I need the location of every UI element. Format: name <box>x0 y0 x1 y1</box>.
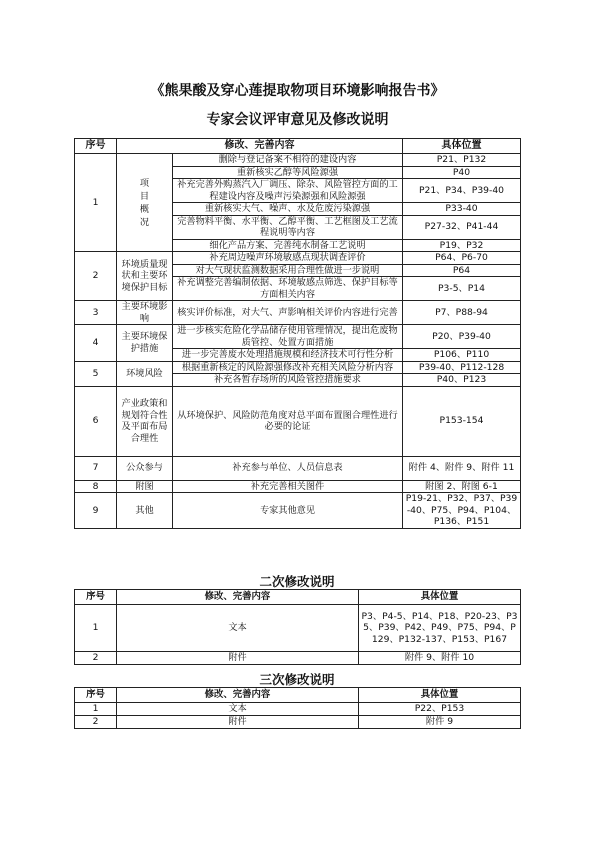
revision-content: 文本 <box>117 605 359 652</box>
revision-location: P19-21、P32、P37、P39-40、P75、P94、P104、P136、P151 <box>403 493 521 529</box>
revision-content: 根据重新核定的风险源强修改补充相关风险分析内容 <box>173 361 403 374</box>
revision-location: P27-32、P41-44 <box>403 215 521 239</box>
header-location: 具体位置 <box>359 590 521 605</box>
revision-content: 进一步核实危险化学品储存使用管理情况，提出危废物质管控、处置方面措施 <box>173 325 403 349</box>
row-category: 其他 <box>117 493 173 529</box>
table-header-row <box>75 139 521 154</box>
third-revision-title: 三次修改说明 <box>259 672 335 687</box>
row-number: 1 <box>75 703 117 716</box>
revision-content: 从环境保护、风险防范角度对总平面布置图合理性进行必要的论证 <box>173 386 403 456</box>
row-category: 主要环境保护措施 <box>117 325 173 362</box>
document-subtitle: 专家会议评审意见及修改说明 <box>206 112 389 128</box>
row-number: 3 <box>75 301 117 325</box>
revision-content: 补充周边噪声环境敏感点现状调查评价 <box>173 252 403 265</box>
header-number: 序号 <box>75 590 117 605</box>
revision-location: P7、P88-94 <box>403 301 521 325</box>
revision-content: 文本 <box>117 703 359 716</box>
third-revision-table <box>74 687 521 729</box>
revision-content: 重新核实大气、噪声、水及危废污染源强 <box>173 203 403 216</box>
table-row <box>75 361 521 374</box>
revision-content: 删除与登记备案不相符的建设内容 <box>173 154 403 167</box>
revision-location: P20、P39-40 <box>403 325 521 349</box>
table-row <box>75 605 521 652</box>
table-row <box>75 480 521 493</box>
revision-content: 专家其他意见 <box>173 493 403 529</box>
row-number: 4 <box>75 325 117 362</box>
row-number: 7 <box>75 456 117 480</box>
table-row <box>75 652 521 665</box>
header-content: 修改、完善内容 <box>117 590 359 605</box>
revision-location: P33-40 <box>403 203 521 216</box>
revision-content: 补充调整完善编制依据、环境敏感点筛选、保护目标等方面相关内容 <box>173 277 403 301</box>
header-content: 修改、完善内容 <box>117 688 359 703</box>
table-header-row <box>75 590 521 605</box>
row-number: 2 <box>75 652 117 665</box>
header-number: 序号 <box>75 139 117 154</box>
table-row <box>75 703 521 716</box>
row-number: 2 <box>75 716 117 729</box>
revision-location: P3-5、P14 <box>403 277 521 301</box>
table-row <box>75 325 521 349</box>
revision-content: 补充完善相关图件 <box>173 480 403 493</box>
revision-location: P64、P6-70 <box>403 252 521 265</box>
revision-location: 附件 9、附件 10 <box>359 652 521 665</box>
revision-content: 补充完善外购蒸汽入厂调压、除杂、风险管控方面的工程建设内容及噪声污染源强和风险源强 <box>173 179 403 203</box>
table-header-row <box>75 688 521 703</box>
revision-content: 细化产品方案、完善纯水制备工艺说明 <box>173 239 403 252</box>
header-number: 序号 <box>75 688 117 703</box>
revision-content: 完善物料平衡、水平衡、乙醇平衡、工艺框图及工艺流程说明等内容 <box>173 215 403 239</box>
revision-content: 进一步完善废水处理措施规模和经济技术可行性分析 <box>173 349 403 362</box>
table-row <box>75 386 521 456</box>
header-content: 修改、完善内容 <box>117 139 403 154</box>
row-number: 2 <box>75 252 117 301</box>
table-row <box>75 716 521 729</box>
revision-content: 附件 <box>117 652 359 665</box>
revision-location: 附图 2、附图 6-1 <box>403 480 521 493</box>
row-category: 主要环境影响 <box>117 301 173 325</box>
row-number: 9 <box>75 493 117 529</box>
table-row <box>75 301 521 325</box>
table-row <box>75 252 521 265</box>
row-category: 公众参与 <box>117 456 173 480</box>
revision-content: 对大气现状监测数据采用合理性做进一步说明 <box>173 264 403 277</box>
revision-location: P21、P132 <box>403 154 521 167</box>
header-location: 具体位置 <box>403 139 521 154</box>
document-title: 《熊果酸及穿心莲提取物项目环境影响报告书》 <box>150 83 445 99</box>
row-number: 1 <box>75 605 117 652</box>
row-category: 产业政策和规划符合性及平面布局合理性 <box>117 386 173 456</box>
table-row <box>75 154 521 167</box>
revision-location: P39-40、P112-128 <box>403 361 521 374</box>
revision-location: P19、P32 <box>403 239 521 252</box>
table-row <box>75 456 521 480</box>
revision-location: P153-154 <box>403 386 521 456</box>
revision-location: P21、P34、P39-40 <box>403 179 521 203</box>
revision-location: P64 <box>403 264 521 277</box>
revision-content: 补充各暂存场所的风险管控措施要求 <box>173 374 403 387</box>
expert-review-table <box>74 138 521 529</box>
row-category: 项 目 概 况 <box>117 154 173 252</box>
row-category: 附图 <box>117 480 173 493</box>
second-revision-title: 二次修改说明 <box>259 574 335 589</box>
revision-content: 核实评价标准，对大气、声影响相关评价内容进行完善 <box>173 301 403 325</box>
revision-location: 附件 9 <box>359 716 521 729</box>
revision-location: P22、P153 <box>359 703 521 716</box>
row-number: 6 <box>75 386 117 456</box>
revision-location: 附件 4、附件 9、附件 11 <box>403 456 521 480</box>
row-category: 环境质量现状和主要环境保护目标 <box>117 252 173 301</box>
table-row <box>75 493 521 529</box>
revision-content: 附件 <box>117 716 359 729</box>
row-category: 环境风险 <box>117 361 173 386</box>
revision-location: P3、P4-5、P14、P18、P20-23、P35、P39、P42、P49、P75、P94、P129、P132-137、P153、P167 <box>359 605 521 652</box>
revision-location: P40 <box>403 166 521 179</box>
header-location: 具体位置 <box>359 688 521 703</box>
revision-content: 重新核实乙醇等风险源强 <box>173 166 403 179</box>
row-number: 1 <box>75 154 117 252</box>
revision-content: 补充参与单位、人员信息表 <box>173 456 403 480</box>
revision-location: P106、P110 <box>403 349 521 362</box>
row-number: 5 <box>75 361 117 386</box>
revision-location: P40、P123 <box>403 374 521 387</box>
row-number: 8 <box>75 480 117 493</box>
second-revision-table <box>74 589 521 665</box>
